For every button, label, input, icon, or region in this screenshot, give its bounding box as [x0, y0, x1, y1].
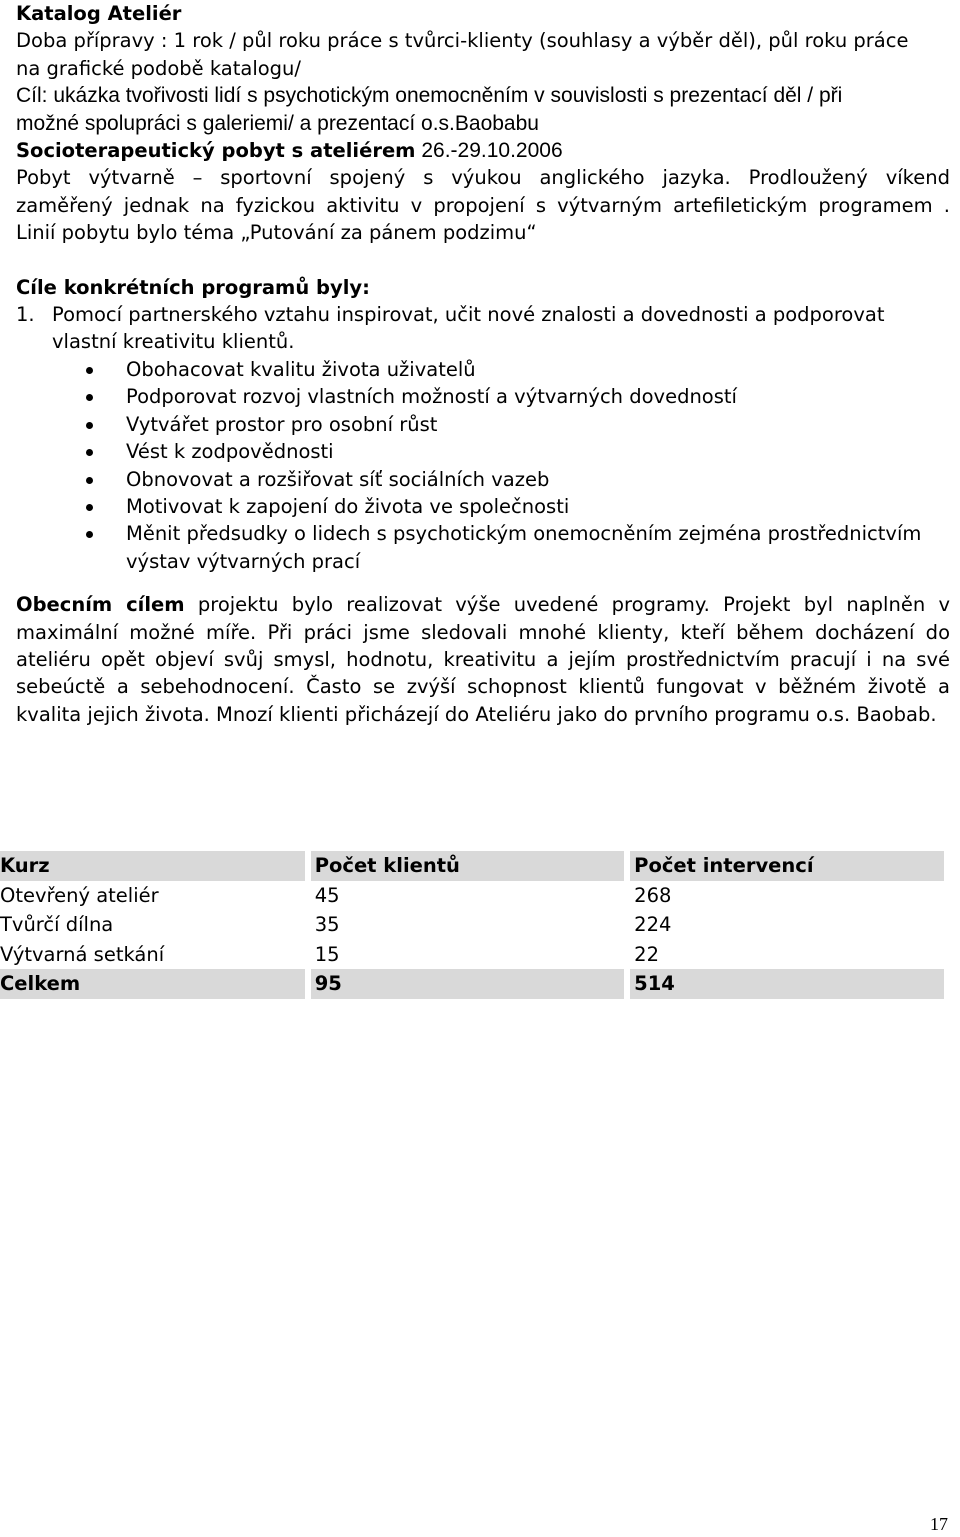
cell-value: 35: [314, 913, 340, 937]
goal-line-1: Cíl: ukázka tvořivosti lidí s psychotickým onemocněním v souvislosti s prezentací děl / při: [16, 84, 843, 108]
list-item-text: Obohacovat kvalitu života uživatelů: [126, 357, 476, 381]
table-header-cell: [0, 851, 305, 881]
list-item: [16, 383, 950, 410]
summary-bold: Obecním cílem: [16, 593, 185, 617]
table-header-cell: [305, 851, 624, 881]
numbered-item: [16, 301, 950, 356]
prep-line-2-text: na grafické podobě katalogu/: [16, 56, 301, 80]
header-interventions: Počet intervencí: [634, 854, 814, 878]
header-clients: Počet klientů: [314, 854, 460, 878]
bullet-icon: [86, 449, 93, 456]
item-number: 1.: [16, 303, 35, 327]
table-row: [0, 940, 944, 970]
item-text-2: vlastní kreativitu klientů.: [52, 330, 295, 354]
list-item-text: Podporovat rozvoj vlastních možností a výtvarných dovedností: [126, 385, 737, 409]
list-item-continued: [16, 548, 950, 575]
table-cell: [305, 969, 624, 999]
header-kurz: Kurz: [0, 854, 50, 878]
table-cell: [624, 910, 944, 940]
list-item: [16, 466, 950, 493]
list-item-text: Měnit předsudky o lidech s psychotickým onemocněním zejména prostřednictvím: [126, 522, 922, 546]
table-cell: [624, 940, 944, 970]
list-item-text: Motivovat k zapojení do života ve společnosti: [126, 494, 570, 518]
stay-dates: 26.-29.10.2006: [415, 139, 563, 163]
table-row: [0, 881, 944, 911]
cell-value: 15: [314, 942, 340, 966]
cell-value: 224: [634, 913, 672, 937]
statistics-table: [0, 851, 944, 999]
page-number: 17: [930, 1514, 948, 1534]
spacer: [16, 247, 950, 274]
list-item: [16, 520, 950, 547]
list-item-text: výstav výtvarných prací: [126, 549, 361, 573]
cell-value: 268: [634, 883, 672, 907]
table-header-row: [0, 851, 944, 881]
goals-heading: Cíle konkrétních programů byly:: [16, 275, 370, 299]
prep-line-1: Doba přípravy : 1 rok / půl roku práce s tvůrci-klienty (souhlasy a výběr děl), půl roku práce: [16, 29, 909, 53]
table-cell: [624, 969, 944, 999]
table-cell: [305, 881, 624, 911]
list-item-text: Vést k zodpovědnosti: [126, 440, 334, 464]
cell-value: 45: [314, 883, 340, 907]
table-cell: Tvůrčí dílna: [0, 913, 114, 937]
document-page: [16, 0, 950, 728]
spacer: [16, 575, 950, 591]
table-cell: Celkem: [0, 969, 305, 999]
table-cell: [624, 881, 944, 911]
bullet-icon: [86, 367, 93, 374]
table-header-cell: [624, 851, 944, 881]
item-body: [52, 301, 885, 356]
stay-desc-2: zaměřený jednak na fyzickou aktivitu v propojení s výtvarným artefiletickým programem .: [16, 193, 950, 217]
list-item: [16, 356, 950, 383]
stay-title: Socioterapeutický pobyt s ateliérem: [16, 139, 416, 163]
item-text-1: Pomocí partnerského vztahu inspirovat, učit nové znalosti a dovednosti a podporovat: [52, 303, 885, 327]
goal-line-2: možné spolupráci s galeriemi/ a prezentací o.s.Baobabu: [16, 111, 539, 135]
table-total-row: [0, 969, 944, 999]
section-heading: Katalog Ateliér: [16, 2, 182, 25]
table-cell: [305, 940, 624, 970]
table-row: [0, 910, 944, 940]
table-cell: Výtvarná setkání: [0, 942, 165, 966]
table-cell: Otevřený ateliér: [0, 883, 159, 907]
bullet-icon: [86, 422, 93, 429]
cell-value: 95: [314, 972, 342, 996]
summary-paragraph: [16, 591, 950, 728]
stay-desc-1: Pobyt výtvarně – sportovní spojený s výukou anglického jazyka. Prodloužený víkend: [16, 166, 950, 190]
summary-text: projektu bylo realizovat výše uvedené programy. Projekt byl naplněn v maximální možné míře. Při práci jsme sledovali mnohé klienty, kteří během docházení do ateliéru opět objeví svůj smysl, hodnotu, kreativitu a jejím prostřednictvím pracují i na své sebeúctě a sebehodnocení. Často se zvýší schopnost klientů fungovat v běžném životě a kvalita jejich života. Mnozí klienti přicházejí do Ateliéru jako do prvního programu o.s. Baobab.: [16, 593, 951, 726]
stay-title-line: [16, 137, 950, 164]
stay-desc-3: Linií pobytu bylo téma „Putování za pánem podzimu“: [16, 221, 537, 245]
prep-line-2: [16, 55, 950, 82]
table-cell: [305, 910, 624, 940]
list-item-text: Vytvářet prostor pro osobní růst: [126, 412, 438, 436]
list-item-text: Obnovovat a rozšiřovat síť sociálních vazeb: [126, 467, 550, 491]
list-item: [16, 411, 950, 438]
list-item: [16, 438, 950, 465]
list-item: [16, 493, 950, 520]
cell-value: 514: [634, 972, 675, 996]
bullet-icon: [86, 504, 93, 511]
bullet-icon: [86, 531, 93, 538]
bullet-icon: [86, 477, 93, 484]
bullet-icon: [86, 394, 93, 401]
bullet-list: [16, 356, 950, 575]
cell-value: 22: [634, 942, 659, 966]
